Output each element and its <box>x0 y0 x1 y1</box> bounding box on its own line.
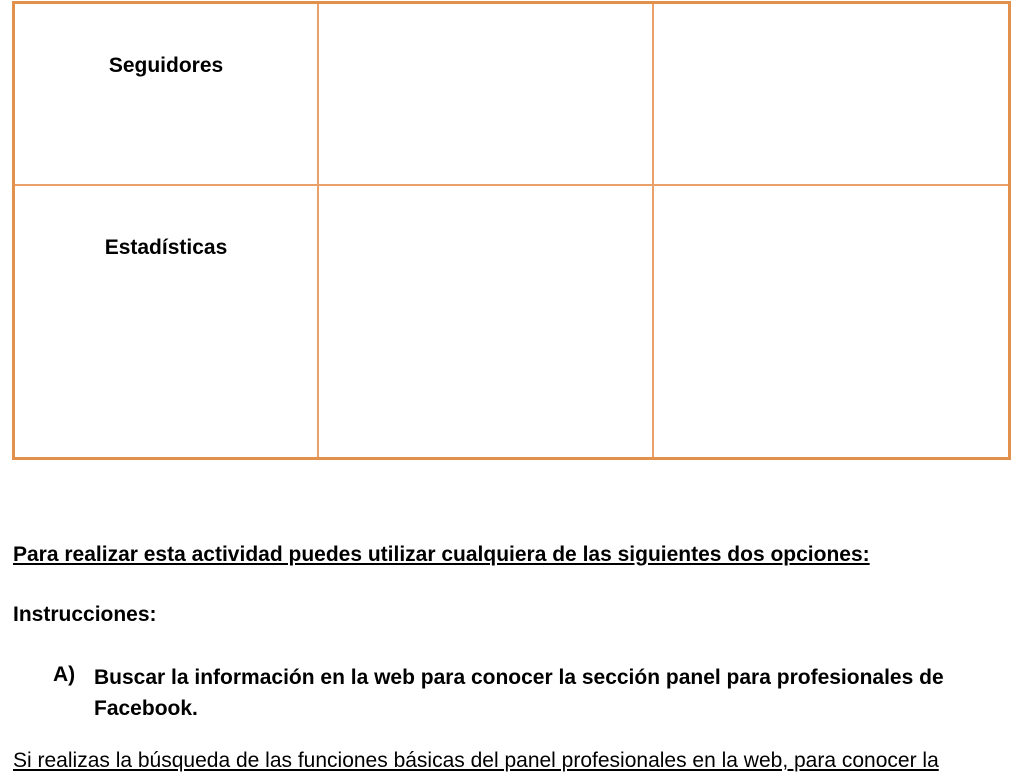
table-cell <box>653 3 1010 185</box>
table-cell <box>318 185 653 459</box>
table-cell-label <box>14 185 319 459</box>
row-label-estadisticas: Estadísticas <box>104 235 228 259</box>
table-cell <box>318 3 653 185</box>
table-row <box>14 185 1010 459</box>
row-label-seguidores: Seguidores <box>108 54 224 77</box>
table-cell <box>653 185 1010 459</box>
activity-heading: Para realizar esta actividad puedes utilizar cualquiera de las siguientes dos opciones: <box>13 543 870 566</box>
comparison-table <box>12 1 1011 460</box>
instructions-label: Instrucciones: <box>13 603 157 626</box>
table-cell-label <box>14 3 319 185</box>
list-item-text: Buscar la información en la web para conocer la sección panel para profesionales de Facebook. <box>94 666 944 720</box>
table-row <box>14 3 1010 185</box>
list-marker: A) <box>53 663 76 686</box>
paragraph-partial: Si realizas la búsqueda de las funciones básicas del panel profesionales en la web, para conocer la <box>13 749 939 772</box>
